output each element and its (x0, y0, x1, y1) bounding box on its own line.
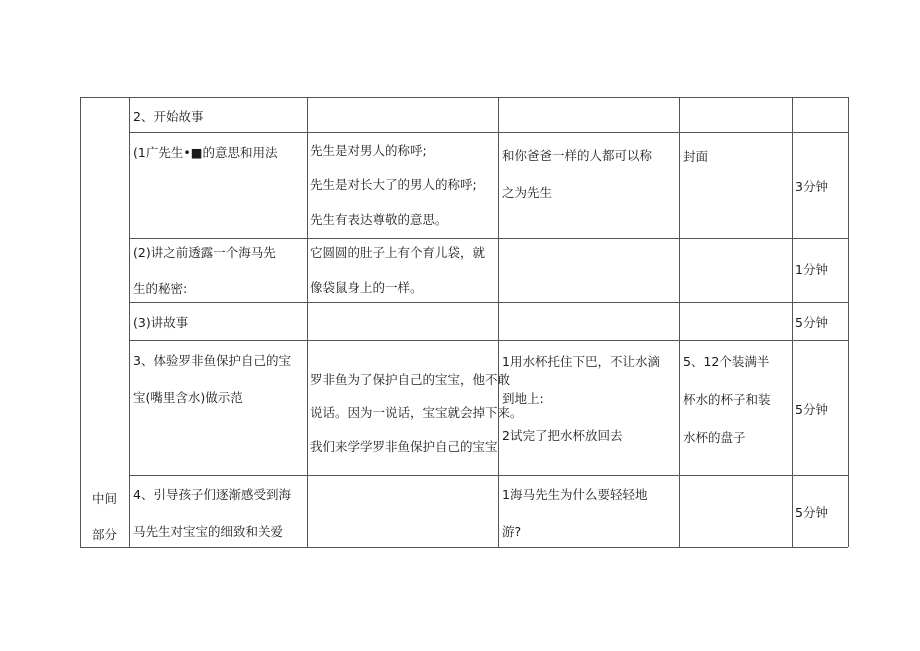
notes-cell-text: 游? (502, 524, 522, 539)
materials-cell-text: 封面 (683, 149, 709, 164)
row-divider-3 (129, 302, 848, 303)
column-divider-1 (129, 97, 130, 547)
column-divider-5 (792, 97, 793, 547)
section-label-line-2: 部分 (92, 527, 118, 542)
materials-cell-text: 水杯的盘子 (683, 430, 746, 445)
section-label-line-1: 中间 (92, 491, 118, 506)
content-cell-text: 先生是对长大了的男人的称呼; (310, 177, 477, 192)
time-cell-text: 1分钟 (795, 262, 828, 277)
time-cell-text: 5分钟 (795, 402, 828, 417)
content-cell-text: 它圆圆的肚子上有个育儿袋，就 (310, 245, 486, 260)
notes-cell-text: 1用水杯托住下巴，不让水滴 (502, 354, 660, 369)
table-border-top (80, 97, 848, 98)
time-cell-text: 3分钟 (795, 179, 828, 194)
notes-cell-text: 和你爸爸一样的人都可以称 (502, 148, 653, 163)
column-divider-3 (498, 97, 499, 547)
activity-cell-text: 宝(嘴里含水)做示范 (133, 390, 243, 405)
materials-cell-text: 杯水的杯子和装 (683, 392, 771, 407)
content-cell-text: 先生是对男人的称呼; (310, 143, 427, 158)
time-cell-text: 5分钟 (795, 505, 828, 520)
activity-cell-text: 3、体验罗非鱼保护自己的宝 (133, 353, 291, 368)
activity-cell-text: (2)讲之前透露一个海马先 (133, 245, 276, 260)
activity-cell-text: (3)讲故事 (133, 315, 189, 330)
time-cell-text: 5分钟 (795, 315, 828, 330)
column-divider-2 (307, 97, 308, 547)
table-border-left (80, 97, 81, 547)
row-divider-1 (129, 132, 848, 133)
table-border-bottom (80, 547, 848, 548)
row-divider-2 (129, 238, 848, 239)
content-cell-text: 像袋鼠身上的一样。 (310, 280, 423, 295)
content-cell-text: 我们来学学罗非鱼保护自己的宝宝 (310, 439, 498, 454)
row-divider-5 (129, 475, 848, 476)
notes-cell-text: 之为先生 (502, 185, 553, 200)
content-cell-text: 罗非鱼为了保护自己的宝宝，他不敢 (310, 372, 511, 387)
notes-cell-text: 2试完了把水杯放回去 (502, 428, 623, 443)
activity-cell-text: 马先生对宝宝的细致和关爱 (133, 524, 284, 539)
content-cell-text: 说话。因为一说话，宝宝就会掉下来。 (310, 405, 523, 420)
column-divider-4 (679, 97, 680, 547)
activity-cell-text: 2、开始故事 (133, 109, 204, 124)
content-cell-text: 先生有表达尊敬的意思。 (310, 212, 448, 227)
notes-cell-text: 1海马先生为什么要轻轻地 (502, 487, 648, 502)
activity-cell-text: 4、引导孩子们逐渐感受到海 (133, 487, 291, 502)
table-border-right (848, 97, 849, 547)
activity-cell-text: 生的秘密: (133, 281, 188, 296)
activity-cell-text: (1广先生•■的意思和用法 (133, 145, 278, 160)
materials-cell-text: 5、12个装满半 (683, 354, 770, 369)
row-divider-4 (129, 340, 848, 341)
notes-cell-text: 到地上: (502, 391, 544, 406)
